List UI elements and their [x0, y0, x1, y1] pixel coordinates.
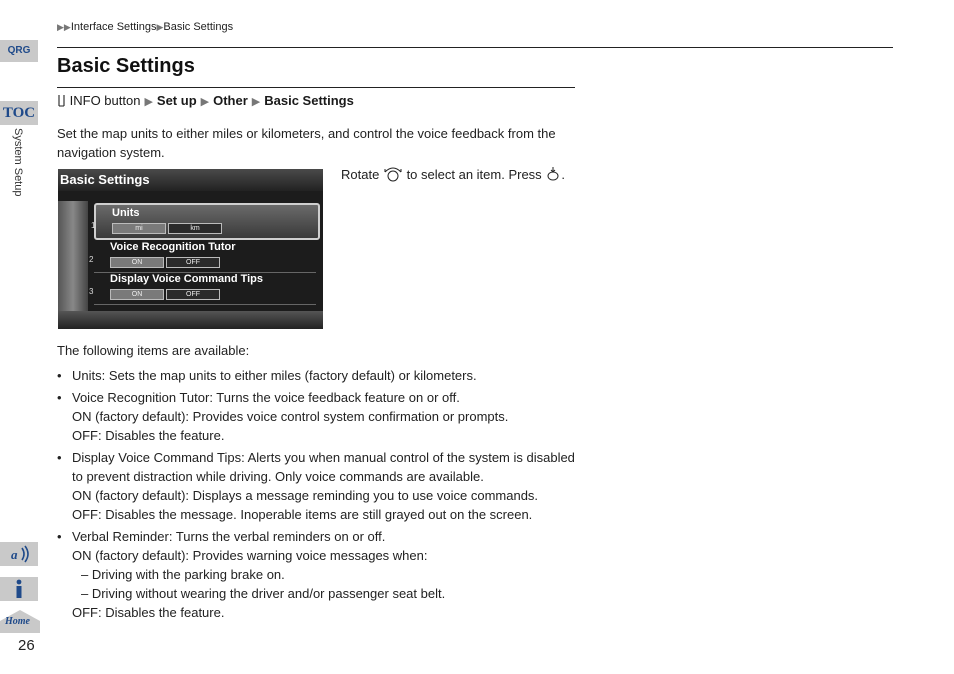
- intro-text: Set the map units to either miles or kilometers, and control the voice feedback from the navigation system.: [57, 126, 556, 160]
- page-number: 26: [18, 637, 35, 654]
- bullet-icon: •: [57, 390, 62, 405]
- screen-title: Basic Settings: [60, 172, 150, 187]
- item-term: Display Voice Command Tips: [72, 450, 242, 465]
- rotate-text-middle: to select an item. Press: [406, 167, 542, 182]
- breadcrumb-arrow-icon: ▶▶: [57, 22, 71, 32]
- bullet-icon: •: [57, 368, 62, 383]
- screen-option-off: OFF: [166, 289, 220, 300]
- home-label: Home: [5, 616, 30, 627]
- screen-option-mi: mi: [112, 223, 166, 234]
- toc-tab[interactable]: TOC: [0, 101, 38, 125]
- screen-row-units: [91, 203, 320, 240]
- breadcrumb-item-interface[interactable]: Interface Settings: [70, 21, 157, 33]
- item-on-line: [72, 546, 577, 565]
- item-on-line: [72, 407, 577, 426]
- item-desc: : Alerts you when manual control of the system is disabled to prevent distraction while driving. Only voice commands are available.: [72, 450, 575, 484]
- menu-path-setup: Set up: [156, 93, 197, 108]
- item-desc: : Turns the voice feedback feature on or off.: [209, 390, 460, 405]
- off-desc: : Disables the feature.: [98, 605, 225, 620]
- list-item-tutor: [57, 388, 577, 445]
- voice-index-tab[interactable]: [0, 542, 38, 566]
- available-intro: The following items are available:: [57, 343, 250, 358]
- list-item-tips: [57, 448, 577, 524]
- section-label: System Setup: [12, 128, 24, 197]
- svg-text:a: a: [11, 547, 18, 562]
- info-button-icon: [57, 94, 66, 107]
- qrg-tab[interactable]: QRG: [0, 40, 38, 62]
- list-item-verbal: [57, 527, 577, 622]
- arrow-icon: ▶: [144, 96, 153, 108]
- condition-line: – Driving with the parking brake on.: [81, 567, 285, 582]
- breadcrumb-item-basic: Basic Settings: [163, 21, 234, 33]
- rotate-knob-icon: [383, 166, 403, 182]
- off-term: OFF: [72, 428, 98, 443]
- item-off-line: [72, 426, 577, 445]
- screen-option-km: km: [168, 223, 222, 234]
- list-item-units: [57, 366, 577, 385]
- screen-row-label: Units: [112, 207, 140, 219]
- on-desc: (factory default): Provides warning voice messages when:: [91, 548, 428, 563]
- screen-option-on: ON: [110, 289, 164, 300]
- on-desc: (factory default): Provides voice control system confirmation or prompts.: [91, 409, 509, 424]
- settings-list: [57, 366, 577, 625]
- item-term: Units: [72, 368, 102, 383]
- breadcrumb: [57, 21, 233, 33]
- item-on-line: [72, 486, 577, 505]
- off-desc: : Disables the feature.: [98, 428, 225, 443]
- off-desc: : Disables the message. Inoperable items are still grayed out on the screen.: [98, 507, 533, 522]
- item-desc: : Sets the map units to either miles (factory default) or kilometers.: [101, 368, 477, 383]
- header-divider: [57, 47, 893, 48]
- menu-path: [57, 93, 354, 108]
- voice-icon: [0, 542, 38, 566]
- rotate-text-end: .: [561, 167, 565, 182]
- home-tab[interactable]: [0, 609, 40, 633]
- screen-row-number: 3: [89, 287, 94, 296]
- menu-path-start: INFO button: [69, 93, 141, 108]
- menu-path-other: Other: [213, 93, 248, 108]
- screen-row-tutor: [89, 239, 316, 273]
- item-off-line: [72, 505, 577, 524]
- screen-bottom-bar: [58, 311, 323, 329]
- rotate-text-start: Rotate: [341, 167, 380, 182]
- condition-line: – Driving without wearing the driver and/or passenger seat belt.: [81, 586, 446, 601]
- screen-row-number: 2: [89, 255, 94, 264]
- screen-image: [58, 169, 323, 329]
- rotate-instruction: [341, 166, 565, 182]
- breadcrumb-arrow-icon: ▶: [156, 22, 164, 32]
- screen-row-tips: [89, 271, 316, 305]
- bullet-icon: •: [57, 529, 62, 544]
- arrow-icon: ▶: [200, 96, 210, 108]
- screen-row-label: Display Voice Command Tips: [110, 273, 264, 285]
- bullet-icon: •: [57, 450, 62, 465]
- title-divider: [57, 87, 575, 88]
- arrow-icon: ▶: [251, 96, 261, 108]
- on-term: ON: [72, 409, 92, 424]
- page-title: Basic Settings: [57, 55, 195, 77]
- off-term: OFF: [72, 605, 98, 620]
- screen-row-label: Voice Recognition Tutor: [110, 241, 236, 253]
- on-term: ON: [72, 548, 92, 563]
- on-term: ON: [72, 488, 92, 503]
- info-icon: [0, 577, 38, 601]
- on-desc: (factory default): Displays a message reminding you to use voice commands.: [91, 488, 539, 503]
- screen-option-off: OFF: [166, 257, 220, 268]
- item-term: Verbal Reminder: [72, 529, 169, 544]
- screen-row-number: 1: [91, 221, 96, 230]
- menu-path-basic: Basic Settings: [264, 93, 354, 108]
- screen-scroll-knob: [58, 201, 88, 311]
- item-desc: : Turns the verbal reminders on or off.: [168, 529, 386, 544]
- item-term: Voice Recognition Tutor: [72, 390, 210, 405]
- screen-option-on: ON: [110, 257, 164, 268]
- off-term: OFF: [72, 507, 98, 522]
- press-knob-icon: [545, 166, 561, 182]
- item-off-line: [72, 603, 577, 622]
- info-index-tab[interactable]: [0, 577, 38, 601]
